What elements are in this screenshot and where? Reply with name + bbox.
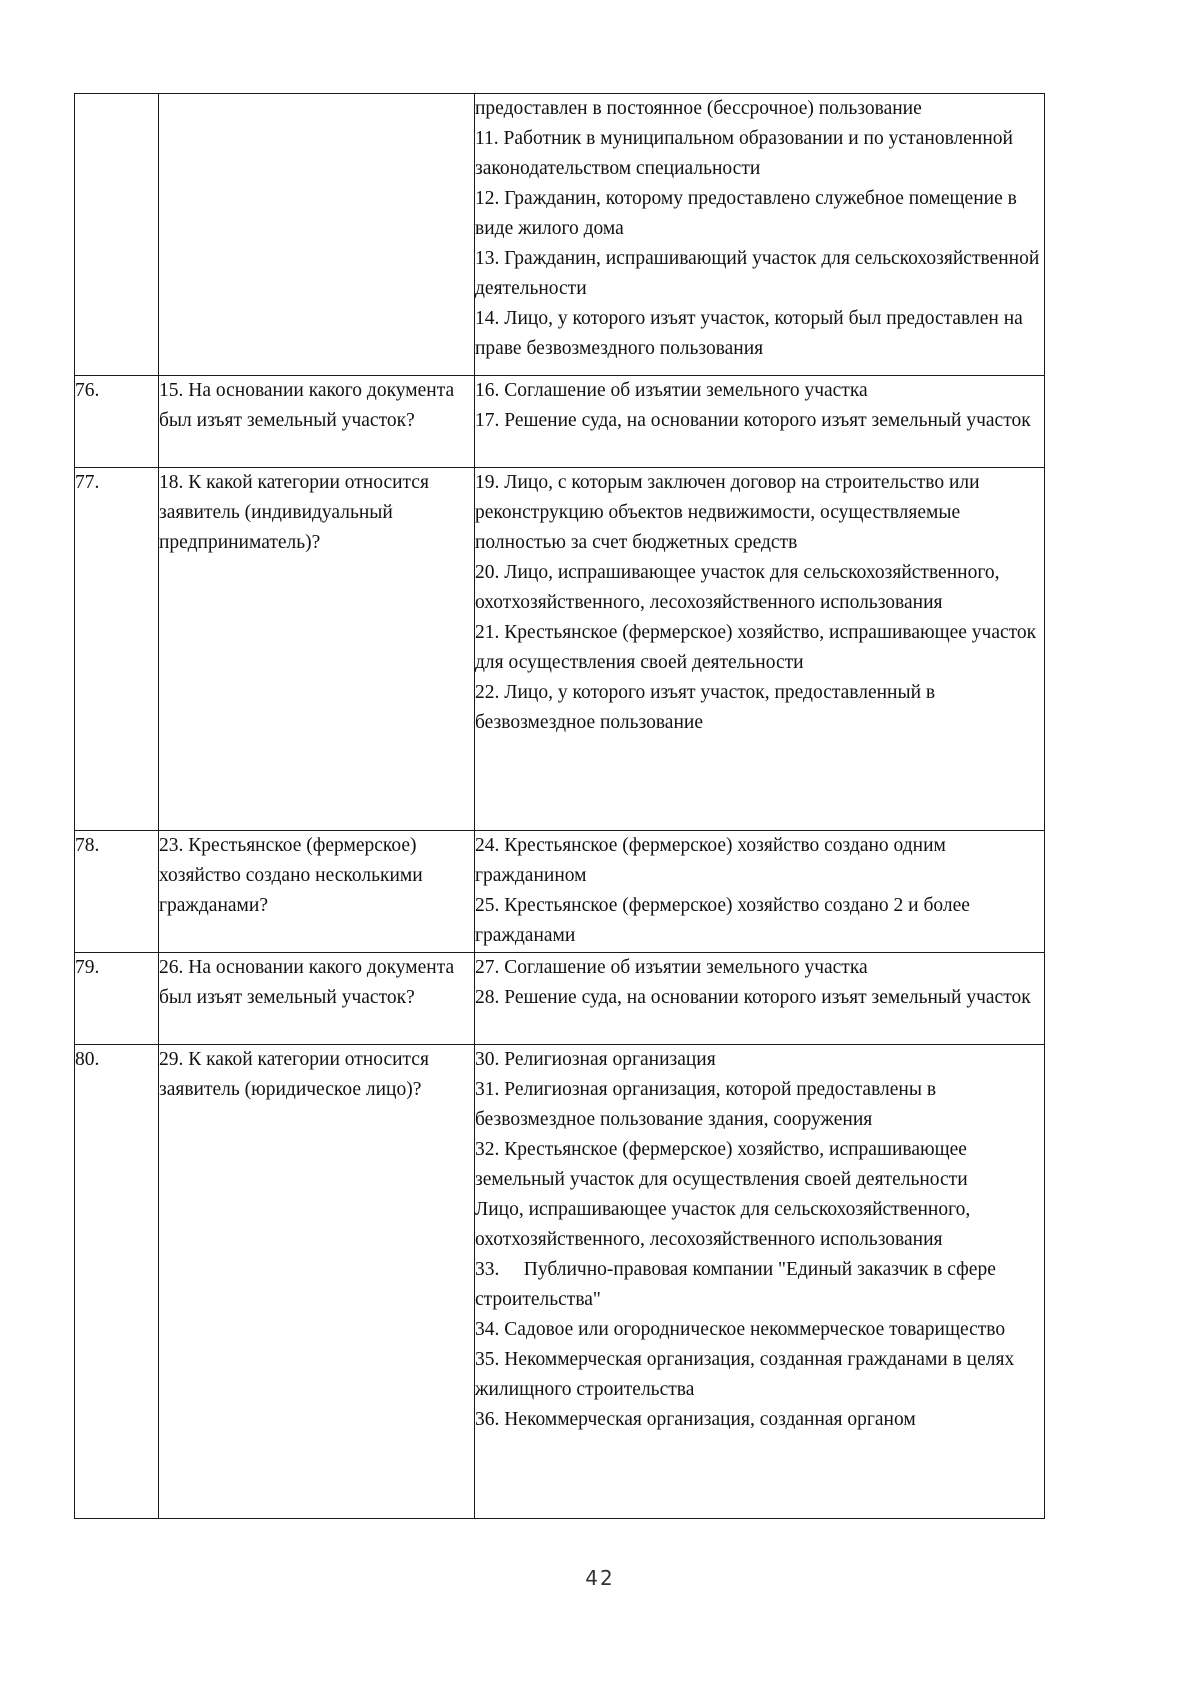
answer-item: 36. Некоммерческая организация, созданная органом [475,1409,916,1430]
answer-item: 25. Крестьянское (фермерское) хозяйство создано 2 и более гражданами [475,895,970,946]
table-row [75,94,1045,376]
answer-item: 32. Крестьянское (фермерское) хозяйство, испрашивающее земельный участок для осуществления своей деятельности [475,1139,968,1190]
answer-item: Лицо, испрашивающее участок для сельскохозяйственного, охотхозяйственного, лесохозяйственного использования [475,1199,971,1250]
answers-cell [475,953,1045,1045]
answer-item: 27. Соглашение об изъятии земельного участка [475,957,868,978]
answers-cell [475,468,1045,831]
question-cell: 15. На основании какого документа был изъят земельный участок? [159,376,475,468]
question-cell: 18. К какой категории относится заявитель (индивидуальный предприниматель)? [159,468,475,831]
table-row [75,1045,1045,1519]
question-cell: 29. К какой категории относится заявитель (юридическое лицо)? [159,1045,475,1519]
answer-item: 21. Крестьянское (фермерское) хозяйство, испрашивающее участок для осуществления своей деятельности [475,622,1037,673]
answer-item: 12. Гражданин, которому предоставлено служебное помещение в виде жилого дома [475,188,1017,239]
questions-table [74,93,1045,1519]
answer-item: 19. Лицо, с которым заключен договор на строительство или реконструкцию объектов недвижимости, осуществляемые полностью за счет бюджетных средств [475,472,980,553]
answer-item: 35. Некоммерческая организация, созданная гражданами в целях жилищного строительства [475,1349,1015,1400]
row-number: 79. [75,953,159,1045]
row-number: 80. [75,1045,159,1519]
answers-cell [475,376,1045,468]
answer-item: 20. Лицо, испрашивающее участок для сельскохозяйственного, охотхозяйственного, лесохозяйственного использования [475,562,1000,613]
answer-item: 34. Садовое или огородническое некоммерческое товарищество [475,1319,1006,1340]
row-number: 77. [75,468,159,831]
answers-cell [475,831,1045,953]
question-cell [159,94,475,376]
table-row [75,376,1045,468]
answer-item: 16. Соглашение об изъятии земельного участка [475,380,868,401]
question-cell: 23. Крестьянское (фермерское) хозяйство создано несколькими гражданами? [159,831,475,953]
answer-item: 28. Решение суда, на основании которого изъят земельный участок [475,987,1031,1008]
answers-cell [475,1045,1045,1519]
page-number: 42 [585,1566,615,1590]
answer-item: 22. Лицо, у которого изъят участок, предоставленный в безвозмездное пользование [475,682,936,733]
answer-item: 14. Лицо, у которого изъят участок, который был предоставлен на праве безвозмездного пользования [475,308,1023,359]
table-row [75,468,1045,831]
answer-item: предоставлен в постоянное (бессрочное) пользование [475,98,922,119]
answer-item: 11. Работник в муниципальном образовании и по установленной законодательством специальности [475,128,1013,179]
answers-cell [475,94,1045,376]
table-row [75,953,1045,1045]
row-number: 78. [75,831,159,953]
answer-item: 33. Публично-правовая компании "Единый заказчик в сфере строительства" [475,1259,1001,1310]
row-number: 76. [75,376,159,468]
table-row [75,831,1045,953]
answer-item: 31. Религиозная организация, которой предоставлены в безвозмездное пользование здания, сооружения [475,1079,937,1130]
answer-item: 24. Крестьянское (фермерское) хозяйство создано одним гражданином [475,835,946,886]
answer-item: 17. Решение суда, на основании которого изъят земельный участок [475,410,1031,431]
answer-item: 30. Религиозная организация [475,1049,716,1070]
answer-item: 13. Гражданин, испрашивающий участок для сельскохозяйственной деятельности [475,248,1040,299]
row-number [75,94,159,376]
question-cell: 26. На основании какого документа был изъят земельный участок? [159,953,475,1045]
